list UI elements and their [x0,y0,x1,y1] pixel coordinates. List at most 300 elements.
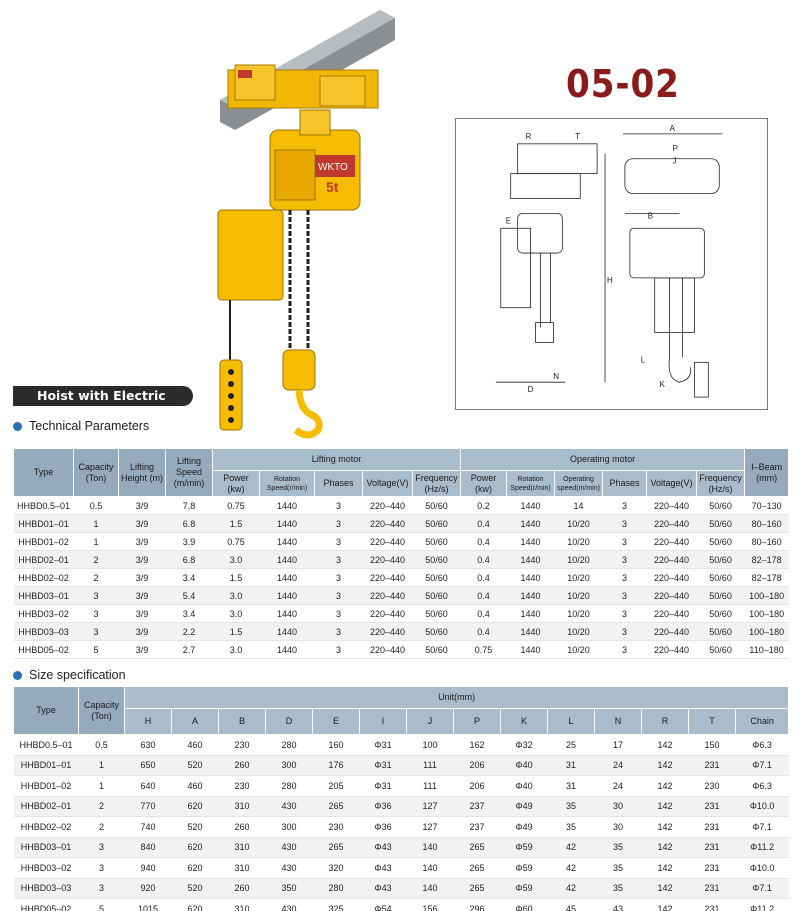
table-cell: 296 [454,899,501,911]
table-cell: 42 [548,878,595,899]
table-cell: 142 [642,796,689,817]
table-cell: 176 [313,755,360,776]
table-cell: 0.75 [461,641,507,659]
table-cell: 220–440 [363,605,413,623]
table-cell: 230 [219,735,266,756]
table-cell: 220–440 [363,641,413,659]
table-cell: 0.4 [461,623,507,641]
table-row [14,515,789,533]
banner-title: Hoist with Electric Trolley [13,386,193,406]
table-row [14,858,789,879]
header-op-frequency: Frequency (Hz/s) [697,471,745,497]
table-cell: 1440 [260,497,315,515]
svg-text:B: B [647,211,654,221]
table-cell: 50/60 [413,569,461,587]
table-cell: 3/9 [119,569,166,587]
table-cell: 220–440 [363,569,413,587]
table-row [14,605,789,623]
table-cell: Φ60 [501,899,548,911]
table-cell: 24 [595,776,642,797]
header-dimension: L [548,709,595,735]
table-cell: 31 [548,776,595,797]
table-cell: 260 [219,755,266,776]
table-cell: Φ59 [501,878,548,899]
table-cell: 3.4 [166,605,213,623]
table-cell: 35 [548,817,595,838]
table-cell: 310 [219,796,266,817]
table-cell: HHBD05–02 [14,899,79,911]
table-cell: 1440 [260,533,315,551]
table-cell: 300 [266,817,313,838]
table-cell: 3/9 [119,587,166,605]
header-op-voltage: Voltage(V) [647,471,697,497]
section-title: Size specification [29,668,126,682]
table-cell: 160 [313,735,360,756]
table-cell: 50/60 [697,551,745,569]
table-cell: Φ32 [501,735,548,756]
header-power: Power (kw) [213,471,260,497]
table-cell: 220–440 [647,569,697,587]
table-cell: 50/60 [413,551,461,569]
table-cell: Φ7.1 [736,755,789,776]
table-cell: 265 [454,837,501,858]
table-cell: 520 [172,755,219,776]
table-cell: 1.5 [213,569,260,587]
table-cell: 111 [407,755,454,776]
table-cell: 156 [407,899,454,911]
table-cell: 1440 [507,515,555,533]
table-cell: 1440 [260,623,315,641]
table-cell: 50/60 [697,515,745,533]
header-lifting-height: Lifting Height (m) [119,449,166,497]
table-cell: 50/60 [413,641,461,659]
table-cell: 50/60 [697,533,745,551]
table-cell: 82–178 [745,569,789,587]
table-cell: 265 [313,796,360,817]
table-cell: 10/20 [555,533,603,551]
table-cell: 1440 [260,569,315,587]
table-cell: 230 [689,776,736,797]
table-cell: HHBD03–02 [14,858,79,879]
table-cell: 3 [603,551,647,569]
table-cell: HHBD0.5–01 [14,735,79,756]
table-cell: 3 [315,497,363,515]
table-cell: 1440 [507,551,555,569]
table-cell: 3 [603,533,647,551]
table-cell: 3 [603,497,647,515]
table-cell: 220–440 [647,605,697,623]
model-code: 05-02 [566,62,680,106]
table-cell: 2 [74,551,119,569]
table-cell: 142 [642,776,689,797]
table-cell: 0.5 [79,735,125,756]
header-lifting-speed: Lifting Speed (m/min) [166,449,213,497]
header-dimension: I [360,709,407,735]
table-cell: 620 [172,858,219,879]
svg-text:L: L [640,355,646,365]
table-cell: 231 [689,878,736,899]
table-cell: 30 [595,817,642,838]
table-cell: HHBD02–02 [14,569,74,587]
header-unit: Unit(mm) [125,687,789,709]
table-cell: 460 [172,735,219,756]
table-cell: 237 [454,817,501,838]
table-cell: 140 [407,837,454,858]
table-cell: Φ11.2 [736,899,789,911]
table-cell: 220–440 [647,533,697,551]
table-cell: 260 [219,878,266,899]
table-cell: 50/60 [413,515,461,533]
table-cell: 3.0 [213,587,260,605]
table-cell: 3 [603,569,647,587]
header-dimension: T [689,709,736,735]
table-cell: 1440 [507,605,555,623]
header-voltage: Voltage(V) [363,471,413,497]
table-cell: 150 [689,735,736,756]
table-cell: 460 [172,776,219,797]
table-cell: 35 [595,837,642,858]
table-row [14,899,789,911]
table-cell: 220–440 [647,515,697,533]
table-cell: 140 [407,858,454,879]
table-cell: 2.7 [166,641,213,659]
table-cell: 920 [125,878,172,899]
header-dimension: D [266,709,313,735]
table-cell: 142 [642,735,689,756]
table-cell: 42 [548,858,595,879]
table-cell: HHBD03–02 [14,605,74,623]
table-cell: HHBD03–03 [14,878,79,899]
table-cell: 220–440 [363,515,413,533]
table-cell: 220–440 [363,623,413,641]
table-cell: 17 [595,735,642,756]
table-cell: 2 [79,817,125,838]
table-cell: 840 [125,837,172,858]
table-cell: 142 [642,899,689,911]
header-dimension: Chain [736,709,789,735]
header-rotation-speed: Rotation Speed(r/min) [260,471,315,497]
table-cell: 45 [548,899,595,911]
table-cell: 3 [315,605,363,623]
table-cell: 3 [603,623,647,641]
table-cell: 1440 [507,623,555,641]
table-cell: 31 [548,755,595,776]
header-dimension: N [595,709,642,735]
table-cell: Φ31 [360,776,407,797]
table-cell: 0.5 [74,497,119,515]
table-cell: 50/60 [697,623,745,641]
table-cell: 0.4 [461,587,507,605]
table-cell: Φ31 [360,735,407,756]
table-cell: 50/60 [697,605,745,623]
table-row [14,569,789,587]
header-op-rotation-speed: Rotation Speed(r/min) [507,471,555,497]
table-cell: HHBD02–01 [14,551,74,569]
table-cell: 325 [313,899,360,911]
table-cell: Φ36 [360,796,407,817]
svg-text:H: H [607,275,613,285]
bullet-dot-icon [13,671,22,680]
table-cell: 1 [79,755,125,776]
table-cell: 50/60 [413,605,461,623]
table-cell: 100–180 [745,587,789,605]
table-cell: 300 [266,755,313,776]
table-cell: 430 [266,796,313,817]
header-dimension: R [642,709,689,735]
header-type: Type [14,687,79,735]
table-cell: 1440 [260,587,315,605]
table-cell: 230 [313,817,360,838]
technical-parameters-table [13,448,789,659]
table-cell: Φ43 [360,878,407,899]
table-cell: 142 [642,878,689,899]
table-cell: 82–178 [745,551,789,569]
table-cell: 310 [219,899,266,911]
table-cell: 24 [595,755,642,776]
table-cell: 142 [642,755,689,776]
table-cell: 80–160 [745,515,789,533]
table-cell: 10/20 [555,641,603,659]
brand-plate: WKTO [318,162,348,173]
table-cell: Φ36 [360,817,407,838]
table-cell: 30 [595,796,642,817]
table-cell: 7.8 [166,497,213,515]
table-cell: Φ11.2 [736,837,789,858]
table-cell: 265 [313,837,360,858]
table-cell: 3/9 [119,497,166,515]
table-cell: 520 [172,878,219,899]
table-cell: Φ49 [501,817,548,838]
header-capacity: Capacity (Ton) [74,449,119,497]
table-cell: HHBD02–02 [14,817,79,838]
header-dimension: K [501,709,548,735]
table-cell: 3 [315,623,363,641]
table-cell: 1440 [507,569,555,587]
table-cell: 3 [79,858,125,879]
table-cell: 110–180 [745,641,789,659]
header-capacity: Capacity (Ton) [79,687,125,735]
table-cell: HHBD03–01 [14,837,79,858]
svg-text:A: A [669,123,675,133]
table-cell: 142 [642,837,689,858]
table-cell: 231 [689,817,736,838]
table-cell: 231 [689,837,736,858]
table-cell: 50/60 [697,587,745,605]
table-cell: 320 [313,858,360,879]
table-cell: 940 [125,858,172,879]
table-cell: 6.8 [166,515,213,533]
table-cell: 3 [603,587,647,605]
header-lifting-motor: Lifting motor [213,449,461,471]
table-cell: 5 [74,641,119,659]
table-cell: 1440 [507,497,555,515]
table-row [14,587,789,605]
table-cell: 0.2 [461,497,507,515]
table-cell: 140 [407,878,454,899]
table-cell: 142 [642,858,689,879]
capacity-mark: 5t [326,179,339,195]
table-cell: 10/20 [555,551,603,569]
table-cell: 237 [454,796,501,817]
table-cell: 350 [266,878,313,899]
table-cell: 230 [219,776,266,797]
svg-text:D: D [527,385,534,395]
table-cell: 10/20 [555,605,603,623]
table-cell: 0.4 [461,605,507,623]
table-cell: 35 [595,858,642,879]
hoist-photo [200,10,415,440]
table-cell: Φ54 [360,899,407,911]
table-cell: 100–180 [745,623,789,641]
svg-text:R: R [525,131,532,141]
table-cell: 260 [219,817,266,838]
table-cell: Φ7.1 [736,817,789,838]
table-cell: 6.8 [166,551,213,569]
table-cell: 3 [79,837,125,858]
size-specification-table [13,686,789,911]
table-cell: Φ7.1 [736,878,789,899]
header-operating-motor: Operating motor [461,449,745,471]
header-type: Type [14,449,74,497]
table-cell: 3 [74,587,119,605]
table-cell: 50/60 [697,641,745,659]
table-cell: Φ49 [501,796,548,817]
table-cell: 220–440 [647,623,697,641]
table-cell: 80–160 [745,533,789,551]
header-frequency: Frequency (Hz/s) [413,471,461,497]
table-row [14,837,789,858]
table-cell: 430 [266,858,313,879]
table-cell: 0.75 [213,533,260,551]
table-cell: 220–440 [647,641,697,659]
header-phases: Phases [315,471,363,497]
table-cell: 3.0 [213,605,260,623]
table-cell: Φ6.3 [736,776,789,797]
table-cell: 1440 [260,551,315,569]
table-cell: 127 [407,817,454,838]
table-cell: 1 [74,533,119,551]
table-cell: 770 [125,796,172,817]
table-cell: 1440 [260,641,315,659]
table-cell: Φ6.3 [736,735,789,756]
table-cell: 3 [603,605,647,623]
table-cell: 3 [315,551,363,569]
table-cell: 430 [266,837,313,858]
table-cell: 1440 [507,533,555,551]
table-cell: 220–440 [647,497,697,515]
table-cell: 620 [172,899,219,911]
table-cell: 280 [313,878,360,899]
table-cell: 630 [125,735,172,756]
technical-drawing [455,118,768,410]
table-cell: Φ40 [501,755,548,776]
header-ibeam: I–Beam (mm) [745,449,789,497]
table-cell: 42 [548,837,595,858]
table-cell: Φ43 [360,858,407,879]
table-cell: 620 [172,796,219,817]
technical-parameters-heading [13,419,149,433]
table-cell: 162 [454,735,501,756]
table-cell: 1015 [125,899,172,911]
table-row [14,641,789,659]
table-cell: 50/60 [413,587,461,605]
table-cell: HHBD01–02 [14,776,79,797]
table-cell: 3.0 [213,551,260,569]
table-cell: 650 [125,755,172,776]
header-dimension: E [313,709,360,735]
table-cell: HHBD02–01 [14,796,79,817]
table-cell: 280 [266,776,313,797]
table-row [14,755,789,776]
table-cell: 1 [74,515,119,533]
table-row [14,551,789,569]
table-cell: 3/9 [119,641,166,659]
table-cell: 1440 [507,587,555,605]
table-cell: 220–440 [363,533,413,551]
header-dimension: A [172,709,219,735]
table-cell: 640 [125,776,172,797]
table-cell: 231 [689,796,736,817]
table-cell: 205 [313,776,360,797]
table-cell: 265 [454,878,501,899]
table-cell: 740 [125,817,172,838]
table-cell: 1.5 [213,623,260,641]
header-dimension: P [454,709,501,735]
svg-text:N: N [553,372,560,382]
svg-text:J: J [672,156,677,166]
table-cell: HHBD01–01 [14,755,79,776]
table-cell: 43 [595,899,642,911]
table-cell: 0.4 [461,515,507,533]
table-row [14,623,789,641]
table-cell: 50/60 [413,497,461,515]
table-cell: 50/60 [697,569,745,587]
table-cell: 310 [219,837,266,858]
table-cell: 206 [454,776,501,797]
table-cell: 1.5 [213,515,260,533]
table-cell: 231 [689,899,736,911]
svg-text:K: K [659,380,665,390]
table-cell: 620 [172,837,219,858]
header-dimension: B [219,709,266,735]
table-cell: 25 [548,735,595,756]
header-op-phases: Phases [603,471,647,497]
table-cell: 3/9 [119,551,166,569]
table-cell: 3/9 [119,605,166,623]
table-row [14,776,789,797]
table-cell: 3 [603,641,647,659]
table-cell: 1440 [507,641,555,659]
svg-text:P: P [672,143,678,153]
table-cell: 3 [79,878,125,899]
header-op-power: Power (kw) [461,471,507,497]
table-cell: 100 [407,735,454,756]
table-cell: 35 [548,796,595,817]
table-cell: HHBD03–01 [14,587,74,605]
table-cell: 0.4 [461,569,507,587]
table-cell: 2.2 [166,623,213,641]
table-cell: 310 [219,858,266,879]
bullet-dot-icon [13,422,22,431]
table-cell: 3/9 [119,533,166,551]
table-cell: 231 [689,858,736,879]
header-op-operating-speed: Operating speed(m/min) [555,471,603,497]
table-cell: 220–440 [363,551,413,569]
table-cell: 50/60 [413,623,461,641]
table-cell: 220–440 [363,497,413,515]
table-cell: 0.75 [213,497,260,515]
table-cell: 206 [454,755,501,776]
